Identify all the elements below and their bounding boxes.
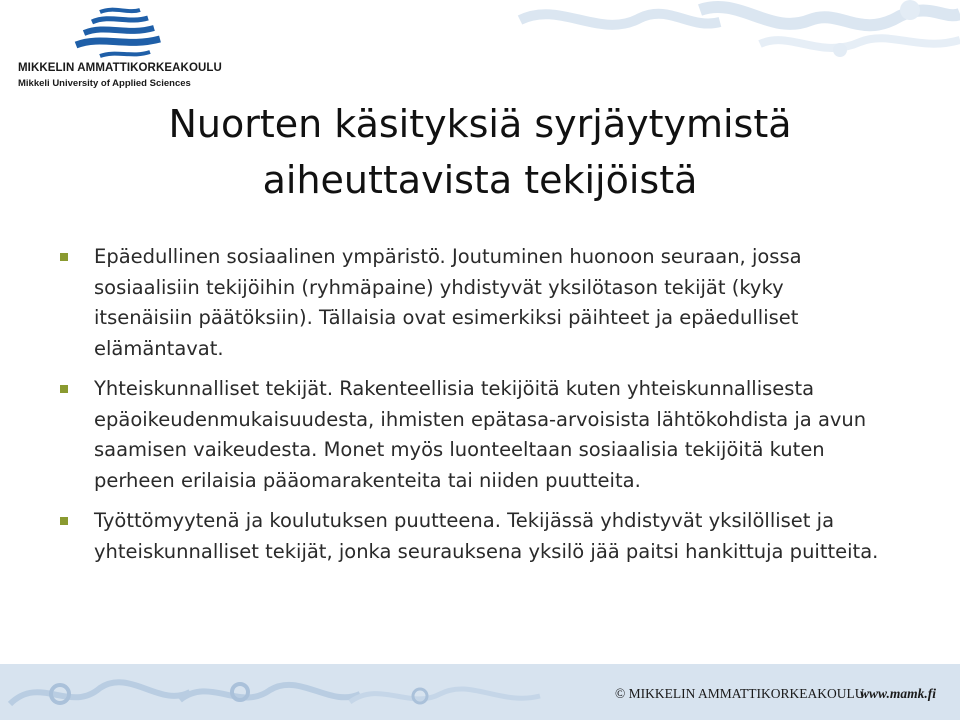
logo-name: MIKKELIN AMMATTIKORKEAKOULU bbox=[18, 62, 222, 74]
bullet-text: Rakenteellisia tekijöitä kuten yhteiskunnallisesta epäoikeudenmukaisuudesta, ihmisten epätasa-arvoisista lähtökohdista ja avun saamisen vaikeudesta. Monet myös luonteeltaan sosiaalisia tekijöitä kuten perheen erilaisia pääomarakenteita tai niiden puutteita. bbox=[94, 377, 867, 492]
square-bullet-icon bbox=[60, 385, 68, 393]
bullet-heading: Epäedullinen sosiaalinen ympäristö. bbox=[94, 245, 446, 268]
square-bullet-icon bbox=[60, 517, 68, 525]
top-wave-decoration bbox=[440, 0, 960, 70]
bullet-item bbox=[60, 506, 880, 567]
bullet-list bbox=[60, 242, 880, 577]
bullet-text: Joutuminen huonoon seuraan, jossa sosiaalisiin tekijöihin (ryhmäpaine) yhdistyvät yksilötason tekijät (kyky itsenäisiin päätöksiin). Tällaisia ovat esimerkiksi päihteet ja epäedulliset elämäntavat. bbox=[94, 245, 802, 360]
logo-subtitle: Mikkeli University of Applied Sciences bbox=[18, 78, 191, 89]
footer-wave-decoration bbox=[0, 664, 600, 720]
logo-wave-icon bbox=[70, 6, 166, 60]
title-line-2: aiheuttavista tekijöistä bbox=[262, 158, 698, 202]
footer-organization: © MIKKELIN AMMATTIKORKEAKOULU bbox=[615, 686, 865, 701]
slide-title bbox=[100, 96, 860, 208]
title-line-1: Nuorten käsityksiä syrjäytymistä bbox=[168, 102, 792, 146]
bullet-heading: Yhteiskunnalliset tekijät. bbox=[94, 377, 334, 400]
footer-url: www.mamk.fi bbox=[860, 686, 937, 701]
bullet-item bbox=[60, 242, 880, 364]
bullet-text: Tekijässä yhdistyvät yksilölliset ja yhteiskunnalliset tekijät, jonka seurauksena yksilö jää paitsi hankittuja puitteita. bbox=[94, 509, 879, 563]
bullet-heading: Työttömyytenä ja koulutuksen puutteena. bbox=[94, 509, 501, 532]
university-logo bbox=[18, 6, 222, 96]
bullet-item bbox=[60, 374, 880, 496]
square-bullet-icon bbox=[60, 253, 68, 261]
